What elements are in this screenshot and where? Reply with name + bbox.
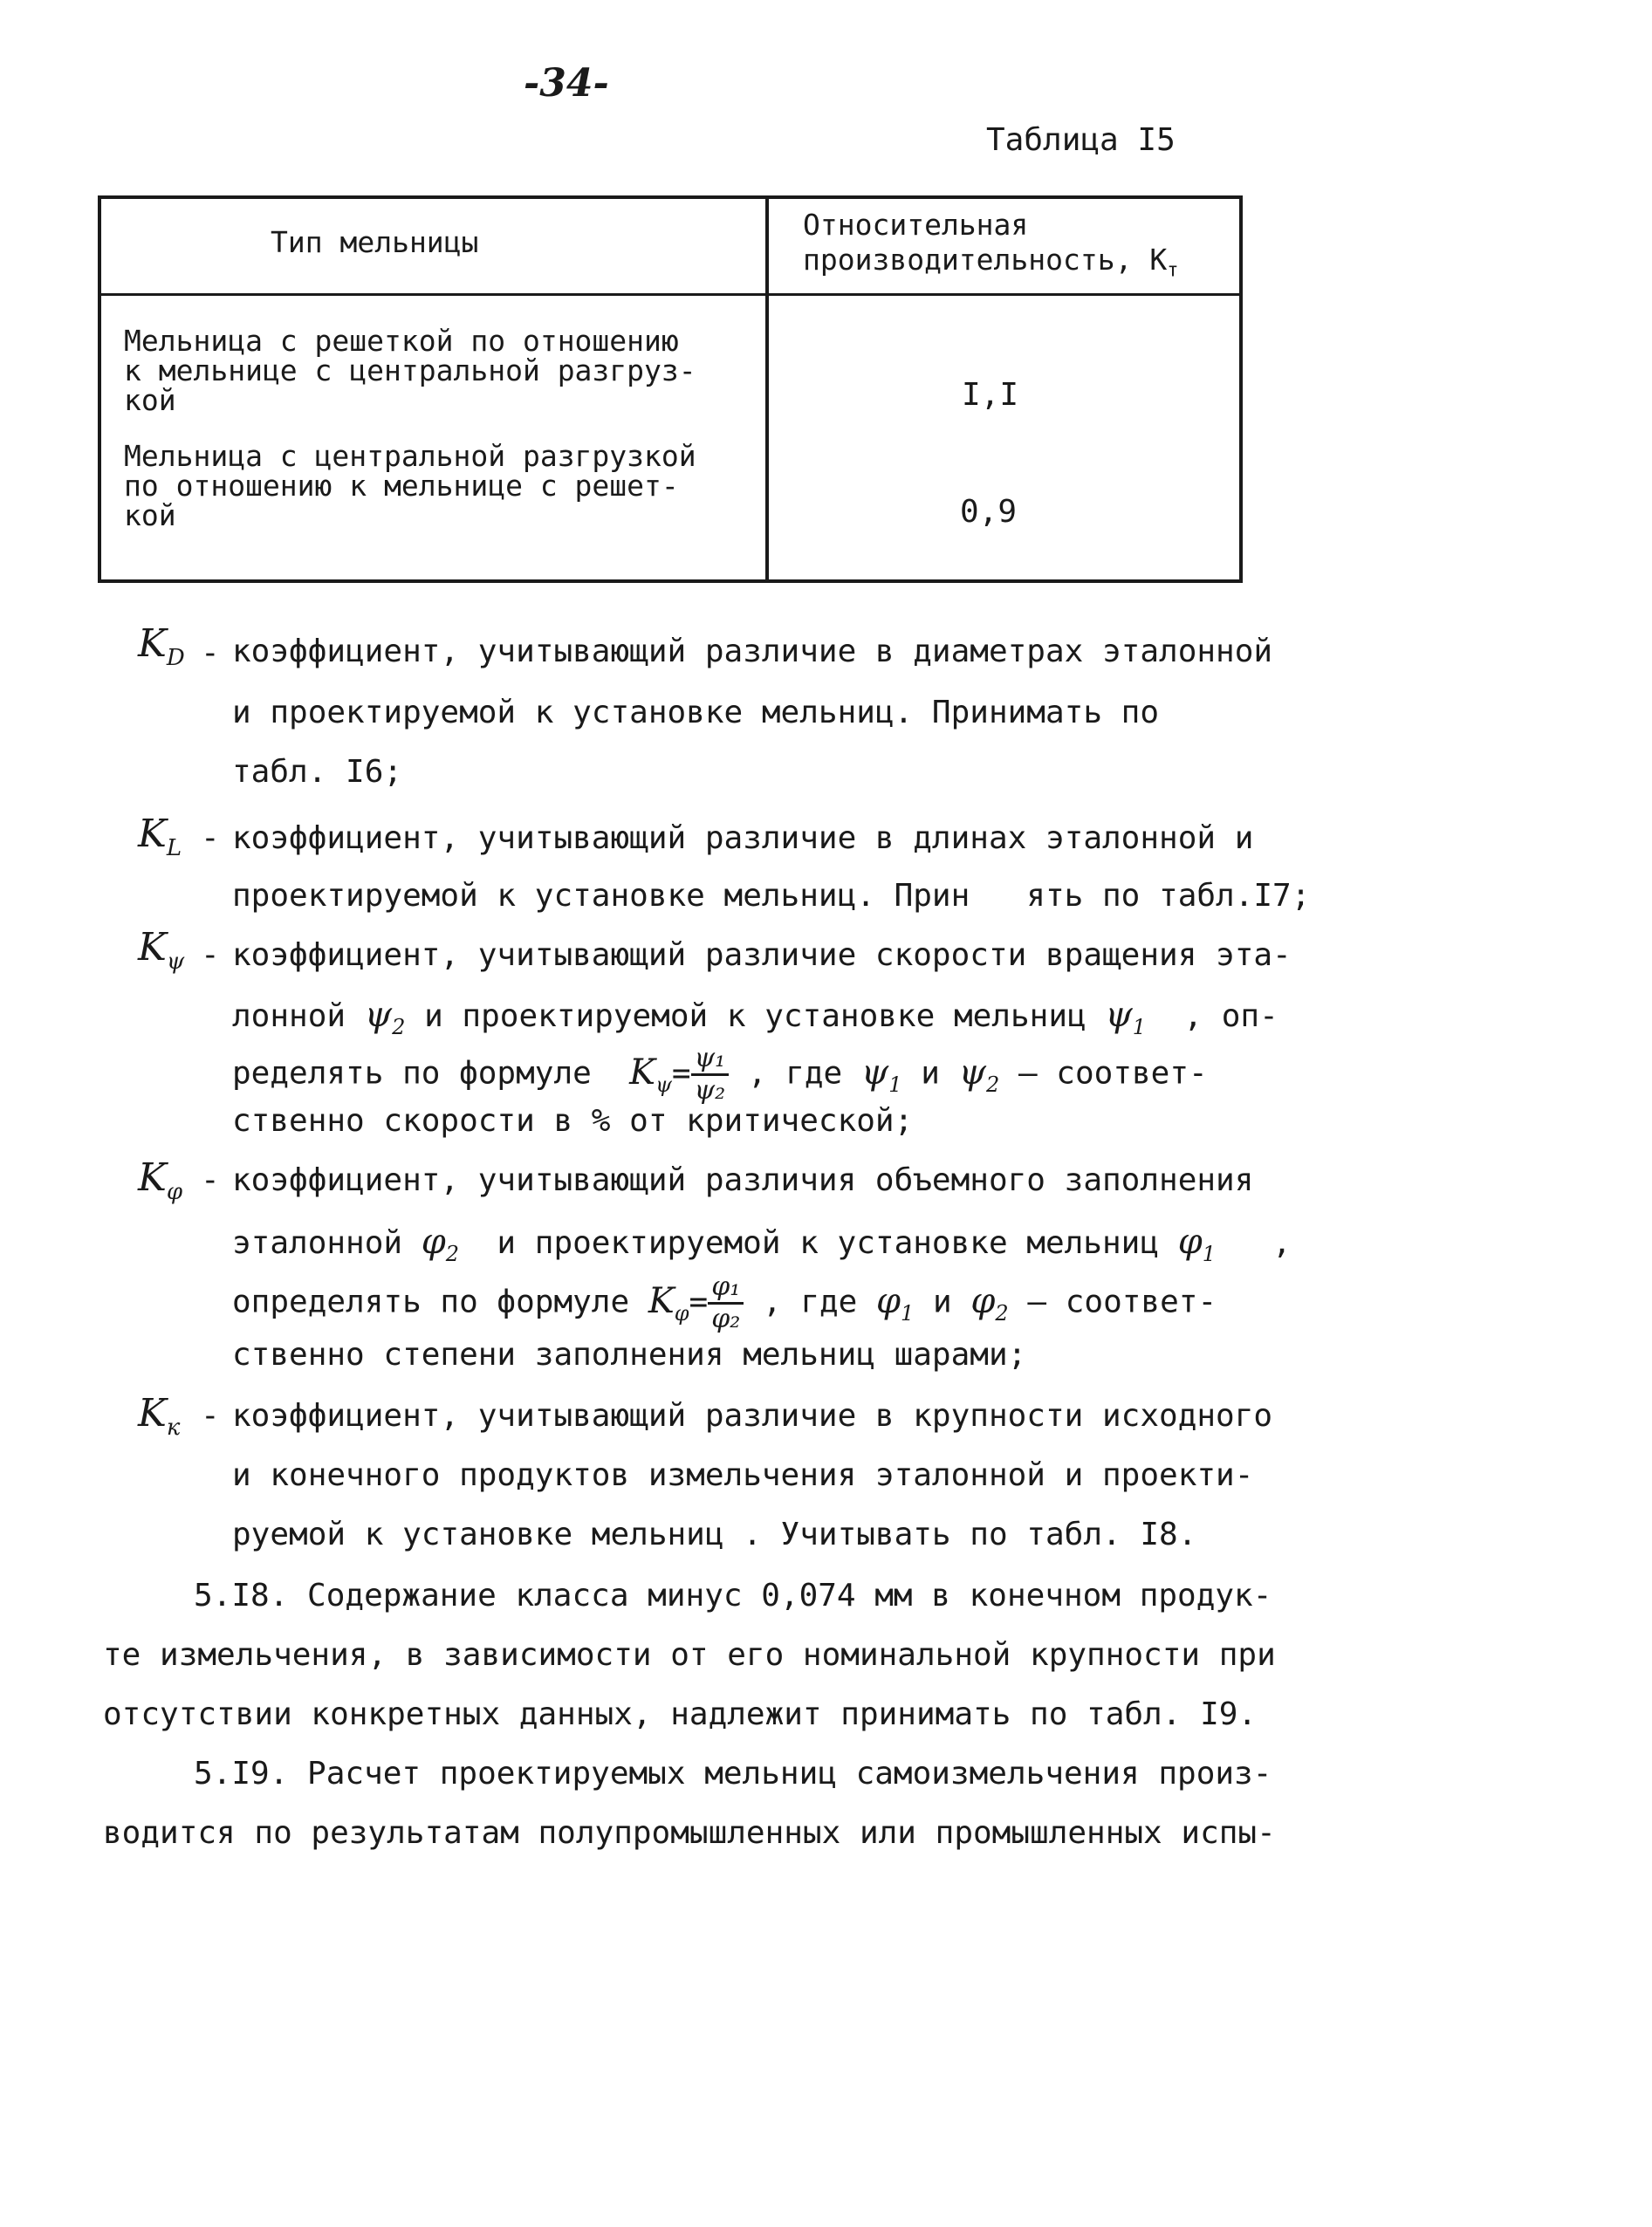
kpsi-line-3: ределять по формуле $K_\psi=$ $\frac{\text{ψ₁}}{\text{ψ₂}}$ , где $\psi_1$ и $\psi_2$ – соответ- xyxy=(232,1043,1208,1106)
psi2-letter-b: ψ xyxy=(958,1052,986,1093)
kl-line-1: коэффициент, учитывающий различие в длинах эталонной и xyxy=(232,820,1254,856)
dash-kk: - xyxy=(201,1398,220,1434)
phi1-subscript-b: 1 xyxy=(901,1300,915,1326)
kl-subscript: L xyxy=(166,834,182,861)
table-row-2-description xyxy=(124,439,735,532)
kphi-line-2-c: , xyxy=(1272,1225,1292,1261)
phi2-letter-b: φ xyxy=(970,1280,996,1321)
row-1-line-2: к мельнице с центральной разгруз- xyxy=(124,353,696,387)
kphi-line-2-a: эталонной xyxy=(232,1225,403,1261)
table-header-mill-type: Тип мельницы xyxy=(271,225,479,259)
symbol-kd xyxy=(138,621,185,671)
kk-letter: K xyxy=(138,1391,167,1436)
symbol-kk xyxy=(138,1391,180,1441)
row-2-line-1: Мельница с центральной разгрузкой xyxy=(124,439,696,473)
kphi-formula-fraction xyxy=(708,1272,744,1334)
psi1-symbol xyxy=(1105,995,1147,1039)
kphi-formula-lhs xyxy=(648,1280,689,1326)
dash-kl: - xyxy=(201,820,220,856)
kk-subscript: к xyxy=(166,1414,181,1441)
psi2-symbol-b xyxy=(958,1052,1000,1097)
table-row-1-description xyxy=(124,326,735,415)
symbol-kl xyxy=(138,812,182,861)
row-2-line-2: по отношению к мельнице с решет- xyxy=(124,469,679,503)
kphi-line-3: определять по формуле $K_\varphi=$ $\frac{\text{φ₁}}{\text{φ₂}}$ , где $\varphi_1$ и $\varphi_2$ – соответ- xyxy=(232,1271,1217,1334)
kd-line-1: коэффициент, учитывающий различие в диаметрах эталонной xyxy=(232,634,1273,669)
page-number: -34- xyxy=(524,61,609,106)
dash-kd: - xyxy=(201,635,220,671)
para-519-line-2: водится по результатам полупромышленных или промышленных испы- xyxy=(103,1815,1276,1851)
psi2-subscript-b: 2 xyxy=(985,1072,1000,1097)
kphi-formula-sub: φ xyxy=(674,1300,689,1326)
row-1-line-3: кой xyxy=(124,383,176,417)
phi1-subscript: 1 xyxy=(1202,1242,1216,1266)
psi1-letter: ψ xyxy=(1105,995,1133,1035)
kpsi-line-3-d: – соответ- xyxy=(1018,1055,1208,1092)
kpsi-line-2-b: и проектируемой к установке мельниц xyxy=(424,998,1086,1034)
psi2-subscript: 2 xyxy=(392,1015,406,1039)
kpsi-subscript: ψ xyxy=(166,948,185,975)
kphi-subscript: φ xyxy=(166,1178,183,1205)
para-519-line-1: 5.I9. Расчет проектируемых мельниц самоизмельчения произ- xyxy=(194,1756,1272,1792)
kpsi-formula-numerator: ψ₁ xyxy=(691,1044,730,1076)
kd-subscript: D xyxy=(166,644,185,671)
kpsi-formula-lhs xyxy=(629,1052,672,1097)
phi1-letter-b: φ xyxy=(876,1280,901,1321)
phi1-symbol xyxy=(1177,1222,1216,1266)
dash-kphi: - xyxy=(201,1162,220,1198)
kd-line-2: и проектируемой к установке мельниц. Принимать по xyxy=(232,695,1160,730)
kk-line-1: коэффициент, учитывающий различие в крупности исходного xyxy=(232,1398,1273,1434)
kpsi-line-2-c: , оп- xyxy=(1183,998,1278,1034)
table-caption: Таблица I5 xyxy=(986,122,1176,158)
kd-letter: K xyxy=(138,621,167,666)
kphi-formula-numerator: φ₁ xyxy=(708,1272,744,1305)
psi1-subscript-b: 1 xyxy=(888,1072,902,1097)
kk-line-2: и конечного продуктов измельчения эталонной и проекти- xyxy=(232,1457,1254,1493)
header-line-2-text: производительность, К xyxy=(803,243,1168,277)
kphi-line-2 xyxy=(232,1222,1292,1266)
kl-line-2: проектируемой к установке мельниц. Прин ять по табл.I7; xyxy=(232,878,1311,914)
phi2-letter: φ xyxy=(421,1222,446,1262)
kd-line-3: табл. I6; xyxy=(232,754,403,790)
para-518-line-1: 5.I8. Содержание класса минус 0,074 мм в конечном продук- xyxy=(194,1578,1272,1614)
kpsi-line-3-a: ределять по формуле xyxy=(232,1055,592,1092)
kpsi-formula-fraction xyxy=(691,1044,730,1106)
dash-kpsi: - xyxy=(201,937,220,973)
table-row-1-value: I,I xyxy=(962,377,1019,413)
table-row-2-value: 0,9 xyxy=(960,494,1018,530)
phi2-symbol xyxy=(421,1222,460,1266)
kpsi-formula-k: K xyxy=(629,1052,656,1093)
kpsi-line-2-a: лонной xyxy=(232,998,346,1034)
psi2-symbol xyxy=(364,995,406,1039)
kpsi-line-1: коэффициент, учитывающий различие скорости вращения эта- xyxy=(232,937,1292,973)
kpsi-line-2 xyxy=(232,995,1278,1039)
table-header-relative-productivity xyxy=(803,208,1178,289)
table-15 xyxy=(98,195,1243,583)
symbol-kpsi xyxy=(138,925,184,975)
psi1-symbol-b xyxy=(860,1052,902,1097)
kphi-formula-denominator: φ₂ xyxy=(711,1304,741,1334)
phi1-symbol-b xyxy=(876,1280,915,1326)
kpsi-line-3-b: , где xyxy=(747,1055,843,1092)
table-header-divider xyxy=(98,293,1243,296)
kpsi-formula-sub: ψ xyxy=(655,1072,672,1097)
kphi-formula-k: K xyxy=(648,1280,675,1321)
phi1-letter: φ xyxy=(1177,1222,1203,1262)
row-2-line-3: кой xyxy=(124,498,176,532)
header-line-1: Относительная xyxy=(803,208,1029,242)
row-1-line-1: Мельница с решеткой по отношению xyxy=(124,324,679,358)
phi2-symbol-b xyxy=(970,1280,1009,1326)
kpsi-formula-denominator: ψ₂ xyxy=(694,1075,726,1106)
header-line-2 xyxy=(803,243,1178,289)
para-518-line-3: отсутствии конкретных данных, надлежит принимать по табл. I9. xyxy=(103,1696,1258,1732)
table-column-divider xyxy=(765,195,769,583)
kphi-line-4: ственно степени заполнения мельниц шарами; xyxy=(232,1337,1027,1373)
kphi-line-3-b: , где xyxy=(762,1284,858,1320)
kphi-line-3-a: определять по формуле xyxy=(232,1284,630,1320)
kphi-line-2-b: и проектируемой к установке мельниц xyxy=(497,1225,1160,1261)
symbol-kphi xyxy=(138,1155,182,1205)
kphi-letter: K xyxy=(138,1155,167,1200)
kl-letter: K xyxy=(138,812,167,856)
psi2-letter: ψ xyxy=(364,995,393,1035)
kpsi-line-3-c: и xyxy=(921,1055,940,1092)
phi2-subscript-b: 2 xyxy=(995,1300,1009,1326)
kphi-line-3-d: – соответ- xyxy=(1027,1284,1217,1320)
kpsi-line-4: ственно скорости в % от критической; xyxy=(232,1103,914,1139)
psi1-subscript: 1 xyxy=(1132,1015,1147,1039)
header-subscript: т xyxy=(1167,259,1179,282)
kphi-line-1: коэффициент, учитывающий различия объемного заполнения xyxy=(232,1162,1254,1198)
psi1-letter-b: ψ xyxy=(860,1052,889,1093)
kphi-line-3-c: и xyxy=(933,1284,952,1320)
kpsi-letter: K xyxy=(138,925,167,970)
phi2-subscript: 2 xyxy=(445,1242,460,1266)
kk-line-3: руемой к установке мельниц . Учитывать по табл. I8. xyxy=(232,1517,1197,1552)
para-518-line-2: те измельчения, в зависимости от его номинальной крупности при xyxy=(103,1637,1276,1673)
